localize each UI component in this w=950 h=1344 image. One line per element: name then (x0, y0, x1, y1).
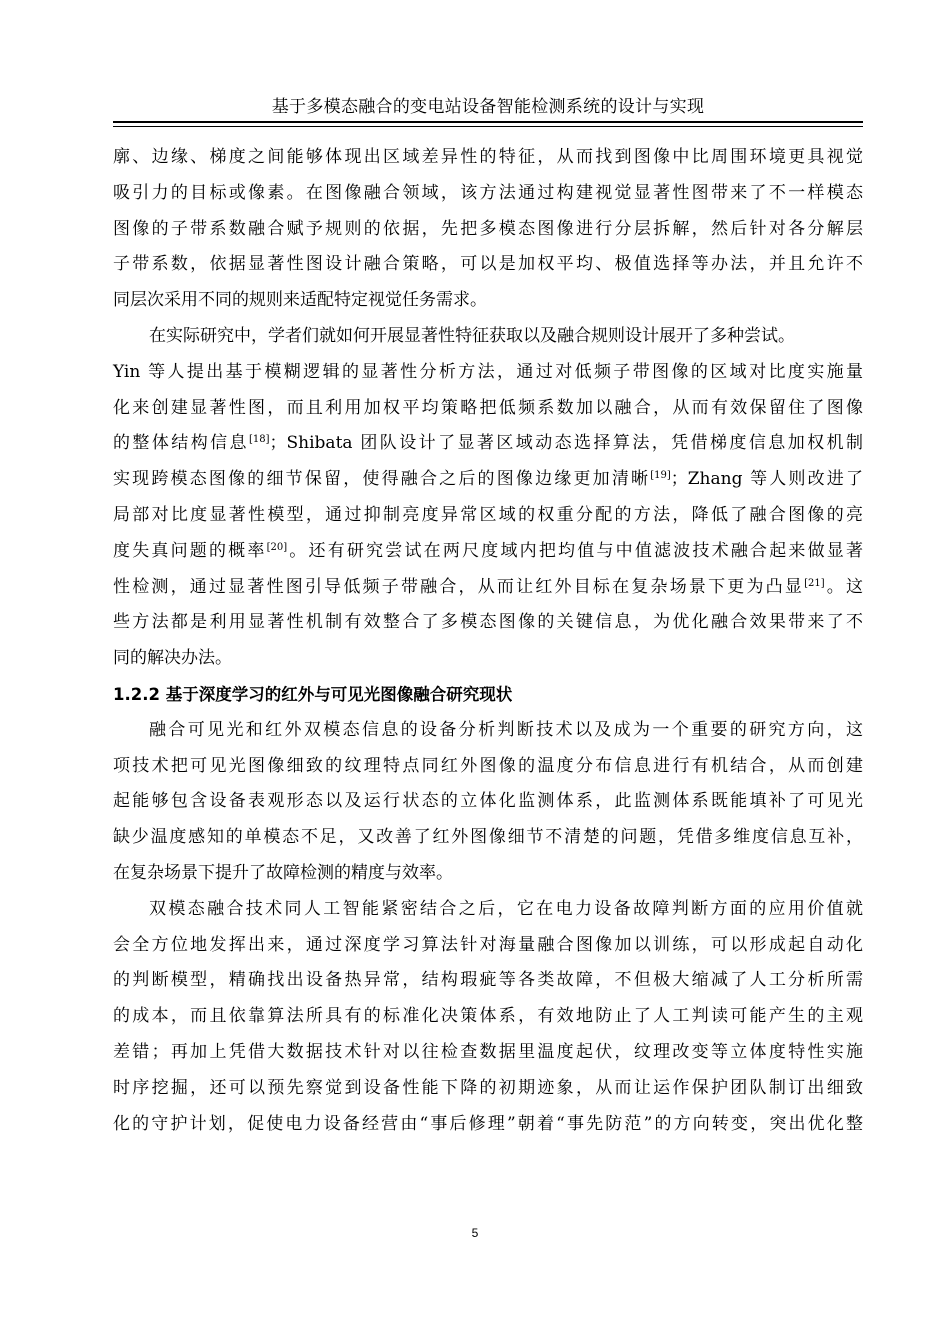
text-segment: ；Zhang 等人则改进了 (670, 469, 863, 490)
paragraph (113, 140, 863, 319)
citation-19: [19] (650, 470, 671, 482)
text-line: 吸引力的目标或像素。在图像融合领域，该方法通过构建视觉显著性图带来了不一样模态 (113, 182, 863, 203)
citation-18: [18] (248, 434, 270, 446)
text-line: 廓、边缘、梯度之间能够体现出区域差异性的特征，从而找到图像中比周围环境更具视觉 (113, 147, 863, 167)
text-segment: 性检测，通过显著性图引导低频子带融合，从而让红外目标在复杂场景下更为凸显 (113, 576, 805, 597)
text-line: 图像的子带系数融合赋予规则的依据，先把多模态图像进行分层拆解，然后针对各分解层 (113, 218, 863, 239)
header-rule-thin (113, 126, 863, 127)
text-line: 子带系数，依据显著性图设计融合策略，可以是加权平均、极值选择等办法，并且允许不 (113, 254, 863, 275)
paragraph (113, 892, 863, 1143)
text-line: 起能够包含设备表观形态以及运行状态的立体化监测体系，此监测体系既能填补了可见光 (113, 791, 863, 812)
running-header: 基于多模态融合的变电站设备智能检测系统的设计与实现 (271, 97, 705, 117)
text-line: 化的守护计划，促使电力设备经营由“事后修理”朝着“事先防范”的方向转变，突出优化整 (113, 1113, 863, 1134)
text-segment: 。这 (824, 576, 864, 597)
text-segment: 的整体结构信息 (113, 433, 249, 454)
paragraph (113, 319, 863, 677)
text-line: Yin 等人提出基于模糊逻辑的显著性分析方法，通过对低频子带图像的区域对比度实施量 (113, 361, 863, 382)
citation-21: [21] (804, 577, 825, 589)
header-rule-thick (113, 121, 863, 123)
text-segment: 实现跨模态图像的细节保留，使得融合之后的图像边缘更加清晰 (113, 469, 651, 490)
page-number: 5 (471, 1226, 479, 1240)
text-line: 同层次采用不同的规则来适配特定视觉任务需求。 (113, 290, 487, 311)
text-line (113, 570, 863, 606)
citation-20: [20] (266, 541, 288, 553)
text-line: 融合可见光和红外双模态信息的设备分析判断技术以及成为一个重要的研究方向，这 (149, 719, 863, 740)
text-line: 在复杂场景下提升了故障检测的精度与效率。 (113, 862, 453, 883)
text-line (113, 534, 863, 570)
text-line: 双模态融合技术同人工智能紧密结合之后，它在电力设备故障判断方面的应用价值就 (149, 898, 863, 919)
text-line: 的判断模型，精确找出设备热异常，结构瑕疵等各类故障，不但极大缩减了人工分析所需 (113, 970, 863, 991)
text-line: 缺少温度感知的单模态不足，又改善了红外图像细节不清楚的问题，凭借多维度信息互补， (113, 827, 863, 848)
text-segment: 度失真问题的概率 (113, 540, 267, 561)
text-segment: ；Shibata 团队设计了显著区域动态选择算法，凭借梯度信息加权机制 (269, 433, 864, 454)
text-line: 在实际研究中，学者们就如何开展显著性特征获取以及融合规则设计展开了多种尝试。 (149, 325, 795, 346)
text-line: 会全方位地发挥出来，通过深度学习算法针对海量融合图像加以训练，可以形成起自动化 (113, 934, 863, 955)
text-line: 差错；再加上凭借大数据技术针对以往检查数据里温度起伏，纹理改变等立体度特性实施 (113, 1041, 863, 1062)
body-text (113, 140, 863, 1142)
text-line: 时序挖掘，还可以预先察觉到设备性能下降的初期迹象，从而让运作保护团队制订出细致 (113, 1077, 863, 1098)
text-line: 化来创建显著性图，而且利用加权平均策略把低频系数加以融合，从而有效保留住了图像 (113, 397, 863, 418)
text-line (113, 462, 863, 498)
paragraph (113, 713, 863, 892)
section-heading: 1.2.2 基于深度学习的红外与可见光图像融合研究现状 (113, 684, 513, 704)
text-line (113, 426, 863, 462)
text-line: 局部对比度显著性模型，通过抑制亮度异常区域的权重分配的方法，降低了融合图像的亮 (113, 504, 863, 525)
text-line: 项技术把可见光图像细致的纹理特点同红外图像的温度分布信息进行有机结合，从而创建 (113, 755, 863, 776)
text-line: 的成本，而且依靠算法所具有的标准化决策体系，有效地防止了人工判读可能产生的主观 (113, 1006, 863, 1027)
text-segment: 。还有研究尝试在两尺度域内把均值与中值滤波技术融合起来做显著 (287, 540, 864, 561)
text-line: 同的解决办法。 (113, 648, 232, 669)
text-line: 些方法都是利用显著性机制有效整合了多模态图像的关键信息，为优化融合效果带来了不 (113, 612, 863, 633)
